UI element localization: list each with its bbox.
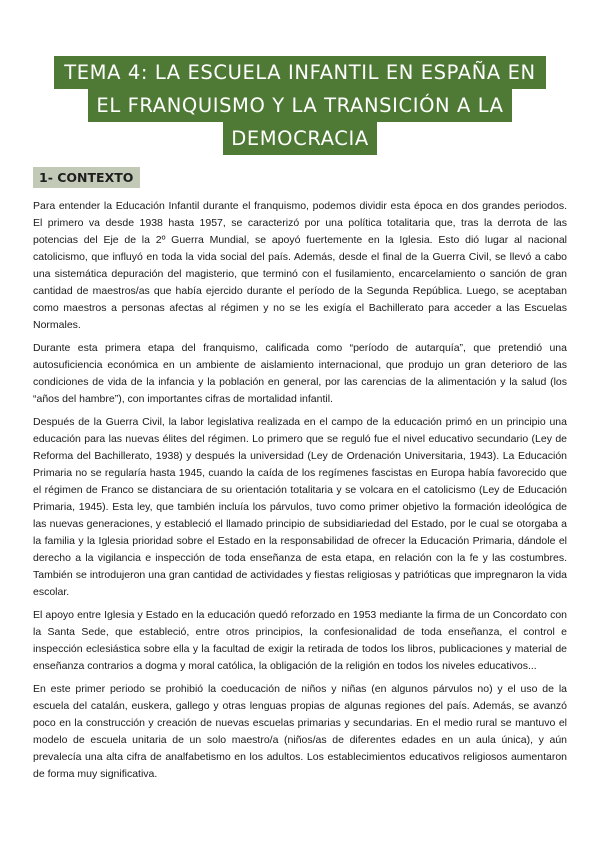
- page-title: [0, 56, 600, 155]
- paragraph: Después de la Guerra Civil, la labor legislativa realizada en el campo de la educación primó en un principio una educación para las nuevas élites del régimen. Lo primero que se reguló fue el nivel educativo secundario (Ley de Reforma del Bachillerato, 1938) y después la universidad (Ley de Ordenación Universitaria, 1943). La Educación Primaria no se regularía hasta 1945, cuando la caída de los regímenes fascistas en Europa había favorecido que el régimen de Franco se distanciara de su orientación totalitaria y se volcara en el catolicismo (Ley de Educación Primaria, 1945). Esta ley, que también incluía los párvulos, tuvo como primer objetivo la formación ideológica de las nuevas generaciones, y estableció el llamado principio de subsidiariedad del Estado, por le cual se otorgaba a la familia y la Iglesia prioridad sobre el Estado en la responsabilidad de ofrecer la Educación Primaria, dándole el derecho a la vigilancia e inspección de toda enseñanza de esta etapa, en relación con la fe y las costumbres. También se introdujeron una gran cantidad de actividades y fiestas religiosas y patrióticas que impregnaron la vida escolar.: [33, 416, 567, 598]
- section-heading-contexto: 1- CONTEXTO: [33, 167, 140, 188]
- paragraph: Durante esta primera etapa del franquismo, calificada como “período de autarquía”, que pretendió una autosuficiencia económica en un ambiente de aislamiento internacional, que produjo un gran deterioro de las condiciones de vida de la infancia y la población en general, por las carencias de la alimentación y la salud (los “años del hambre”), con importantes cifras de mortalidad infantil.: [33, 342, 567, 405]
- title-line-2: EL FRANQUISMO Y LA TRANSICIÓN A LA: [88, 89, 511, 122]
- title-line-1: TEMA 4: LA ESCUELA INFANTIL EN ESPAÑA EN: [54, 56, 545, 89]
- body-text: [33, 198, 567, 789]
- paragraph: El apoyo entre Iglesia y Estado en la educación quedó reforzado en 1953 mediante la firma de un Concordato con la Santa Sede, que estableció, entre otros principios, la confesionalidad de toda enseñanza, el control e inspección eclesiástica sobre ella y la facultad de exigir la retirada de todos los libros, publicaciones y material de enseñanza contrarios a dogma y moral católica, la obligación de la religión en todos los niveles educativos...: [33, 609, 567, 672]
- title-line-3: DEMOCRACIA: [223, 122, 377, 155]
- paragraph: En este primer periodo se prohibió la coeducación de niños y niñas (en algunos párvulos no) y el uso de la escuela del catalán, euskera, gallego y otras lenguas propias de algunas regiones del país. Además, se avanzó poco en la construcción y creación de nuevas escuelas primarias y secundarias. En el medio rural se mantuvo el modelo de escuela unitaria de un solo maestro/a (niños/as de diferentes edades en un aula única), y aún prevalecía una alta cifra de analfabetismo en los adultos. Los establecimientos educativos religiosos aumentaron de forma muy significativa.: [33, 683, 567, 780]
- paragraph: Para entender la Educación Infantil durante el franquismo, podemos dividir esta época en dos grandes periodos. El primero va desde 1938 hasta 1957, se caracterizó por una política totalitaria que, tras la derrota de las potencias del Eje de la 2º Guerra Mundial, se apoyó fuertemente en la Iglesia. Esto dió lugar al nacional catolicismo, que influyó en toda la vida social del país. Además, desde el final de la Guerra Civil, se llevó a cabo una sistemática depuración del magisterio, que terminó con el fusilamiento, encarcelamiento o sanción de gran cantidad de maestros/as que había ejercido durante el período de la Segunda República. Luego, se aceptaban como maestros a personas afectas al régimen y no se les exigía el Bachillerato para acceder a las Escuelas Normales.: [33, 200, 567, 331]
